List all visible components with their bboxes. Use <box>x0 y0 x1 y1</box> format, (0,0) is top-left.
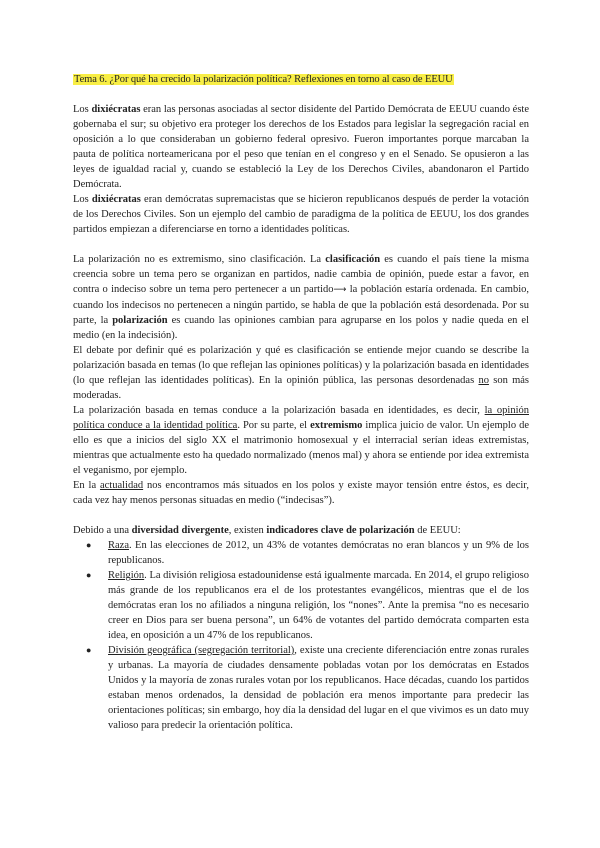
bullet-icon: ● <box>86 570 92 580</box>
text: Debido a una <box>73 525 132 536</box>
text: la población estaría ordenada. En cambio, cuando los indecisos no pertenecen a ningún partido, se habla de que la población está desordenada. Por su parte, la <box>73 284 529 326</box>
text: es cuando el país tiene la misma creencia sobre un tema pero se organizan en partidos, nadie cambia de opinión, puede estar a favor, en contra o indeciso sobre un tema pero pertenecer a un partido <box>73 254 529 295</box>
underlined-text: Religión <box>108 570 145 581</box>
bold-term: extremismo <box>310 420 363 431</box>
document-page <box>73 72 529 733</box>
bold-term: diversidad divergente <box>131 525 229 536</box>
list-item-division-geografica <box>73 643 529 733</box>
bold-term: polarización <box>112 315 168 326</box>
underlined-text: la opinión política conduce a la identidad política <box>73 405 529 431</box>
bold-term: dixiécratas <box>91 194 141 205</box>
bold-term: dixiécratas <box>91 104 141 115</box>
list-item-religion <box>73 568 529 643</box>
text: implica juicio de valor. Un ejemplo de ello es que a inicios del siglo XX el matrimonio homosexual y el interracial serían ideas extremistas, mientras que actualmente esto ha quedado normalizado (menos mal) y ahora se entiende por idea extremista el veganismo, por ejemplo. <box>73 420 529 476</box>
paragraph-extremismo <box>73 403 529 478</box>
indicator-list <box>73 538 529 733</box>
text: de EEUU: <box>414 525 461 536</box>
paragraph-dixiecratas-1 <box>73 102 529 192</box>
spacer <box>73 508 529 523</box>
text: , existe una creciente diferenciación entre zonas rurales y urbanas. La mayoría de ciudades densamente pobladas votan por los demócratas en Estados Unidos y la mayoría de zonas rurales votan por los republicanos. Hace décadas, cuando los partidos estaban menos ordenados, la densidad de población era menos importante para predecir las orientaciones políticas; sin embargo, hoy día la densidad del lugar en el que vivimos es un dato muy valioso para predecir la orientación política. <box>108 645 529 731</box>
underlined-text: actualidad <box>99 480 144 491</box>
text: son más moderadas. <box>73 375 530 401</box>
paragraph-indicadores <box>73 523 529 538</box>
text: El debate por definir qué es polarización y qué es clasificación se entiende mejor cuando se describe la polarización basada en temas (lo que reflejan las opiniones políticas) y la polarización basada en identidades (lo que reflejan las identidades políticas). En la opinión pública, las personas desordenadas <box>73 345 529 386</box>
bullet-icon: ● <box>86 645 92 655</box>
paragraph-clasificacion <box>73 252 529 343</box>
document-title: Tema 6. ¿Por qué ha crecido la polarización política? Reflexiones en torno al caso de EEUU <box>74 74 453 85</box>
spacer <box>73 237 529 252</box>
paragraph-dixiecratas-2 <box>73 192 529 237</box>
text: La polarización no es extremismo, sino clasificación. La <box>73 254 326 265</box>
paragraph-debate <box>73 343 529 403</box>
paragraph-actualidad <box>73 478 529 508</box>
list-item-raza <box>73 538 529 568</box>
underlined-text: no <box>478 375 489 386</box>
text: La polarización basada en temas conduce a la polarización basada en identidades, es decir, <box>73 405 485 416</box>
text: nos encontramos más situados en los polos y existe mayor tensión entre éstos, es decir, cada vez hay menos personas situadas en medio (“indecisas”). <box>73 480 529 506</box>
bold-term: clasificación <box>325 254 381 265</box>
text: es cuando las opiniones cambian para agruparse en los polos y nadie queda en el medio (en la indecisión). <box>73 315 529 341</box>
text: , existen <box>228 525 267 536</box>
text: . La división religiosa estadounidense está igualmente marcada. En 2014, el grupo religioso más grande de los republicanos era el de los protestantes evangélicos, mientras que el de los demócratas eran los no afiliados a ninguna religión, los “nones”. Ante la premisa “no es necesario creer en Dios para ser buena persona”, un 64% de votantes del partido demócrata comparten esta idea, en oposición a un 47% de los republicanos. <box>108 570 529 641</box>
bold-term: indicadores clave de polarización <box>266 525 415 536</box>
text: . Por su parte, el <box>237 420 311 431</box>
text: eran demócratas supremacistas que se hicieron republicanos después de perder la votación de los Derechos Civiles. Son un ejemplo del cambio de paradigma de la política de EEUU, los dos grandes partidos empiezan a diferenciarse en torno a identidades políticas. <box>73 194 529 235</box>
text: Los <box>73 194 92 205</box>
title-line <box>73 72 529 87</box>
underlined-text: División geográfica (segregación territorial) <box>108 645 295 656</box>
arrow-icon: ⟶ <box>333 285 347 295</box>
text: eran las personas asociadas al sector disidente del Partido Demócrata de EEUU cuando éste gobernaba el sur; su objetivo era proteger los derechos de los Estados para legislar la segregación racial en oposición a lo que consideraban un gobierno federal opresivo. Fueron importantes porque marcaban la pauta de política norteamericana por el peso que tenían en el congreso y en el Senado. Se opusieron a las leyes de igualdad racial y, cuando se estableció la Ley de los Derechos Civiles, abandonaron el Partido Demócrata. <box>73 104 529 190</box>
bullet-icon: ● <box>86 540 92 550</box>
text: Los <box>73 104 92 115</box>
spacer <box>73 87 529 102</box>
text: En la <box>73 480 100 491</box>
underlined-text: Raza <box>108 540 129 551</box>
text: . En las elecciones de 2012, un 43% de votantes demócratas no eran blancos y un 9% de los republicanos. <box>108 540 529 566</box>
